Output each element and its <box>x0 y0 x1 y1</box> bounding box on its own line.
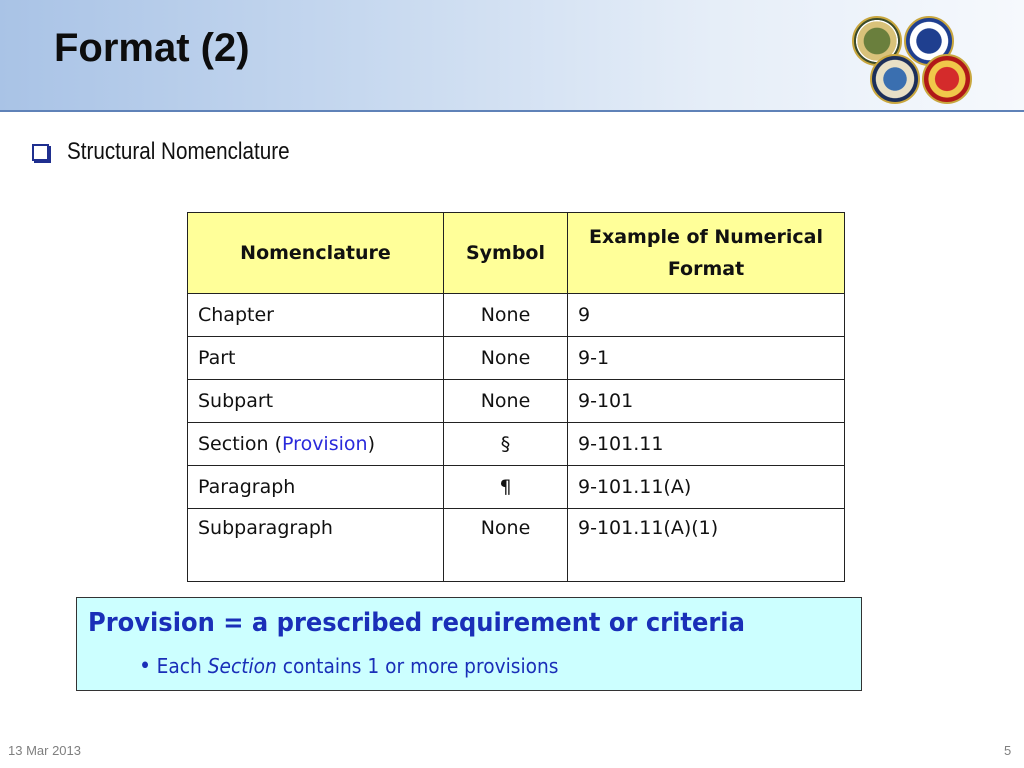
table-row <box>188 294 845 337</box>
cell-symbol: § <box>444 423 568 466</box>
slide-number: 5 <box>1004 743 1012 758</box>
provision-callout <box>76 597 862 691</box>
cell-example: 9-101 <box>568 380 845 423</box>
checkbox-bullet-icon <box>32 144 49 161</box>
header-symbol: Symbol <box>444 213 568 294</box>
cell-example: 9-101.11(A) <box>568 466 845 509</box>
provision-link[interactable]: Provision <box>282 433 368 455</box>
cell-symbol: None <box>444 380 568 423</box>
bullet-dot-icon: • <box>139 654 152 679</box>
cell-example: 9-101.11 <box>568 423 845 466</box>
table-header-row <box>188 213 845 294</box>
cell-symbol: None <box>444 509 568 582</box>
cell-symbol: ¶ <box>444 466 568 509</box>
table-row <box>188 380 845 423</box>
cell-example: 9-101.11(A)(1) <box>568 509 845 582</box>
cell-nomenclature: Subparagraph <box>188 509 444 582</box>
sub-suffix: contains 1 or more provisions <box>276 654 559 678</box>
callout-heading: Provision = a prescribed requirement or criteria <box>88 608 745 638</box>
section-suffix: ) <box>367 433 375 455</box>
callout-subbullet <box>139 654 559 679</box>
cell-nomenclature: Part <box>188 337 444 380</box>
navy-seal-icon <box>870 54 920 104</box>
title-banner <box>0 0 1024 112</box>
cell-symbol: None <box>444 294 568 337</box>
table-row <box>188 509 845 582</box>
table-row <box>188 337 845 380</box>
cell-symbol: None <box>444 337 568 380</box>
nomenclature-table <box>187 212 845 582</box>
sub-italic: Section <box>207 654 277 678</box>
cell-example: 9-1 <box>568 337 845 380</box>
bullet-structural-nomenclature <box>32 138 326 166</box>
cell-nomenclature: Subpart <box>188 380 444 423</box>
header-nomenclature: Nomenclature <box>188 213 444 294</box>
table-row <box>188 423 845 466</box>
section-prefix: Section ( <box>198 433 283 455</box>
marine-corps-seal-icon <box>922 54 972 104</box>
cell-nomenclature: Chapter <box>188 294 444 337</box>
footer-date: 13 Mar 2013 <box>8 743 81 758</box>
bullet-text: Structural Nomenclature <box>67 138 290 165</box>
cell-nomenclature <box>188 423 444 466</box>
sub-prefix: Each <box>156 654 208 678</box>
header-example: Example of Numerical Format <box>568 213 845 294</box>
military-seals <box>850 14 978 106</box>
cell-nomenclature: Paragraph <box>188 466 444 509</box>
slide-title: Format (2) <box>54 26 250 70</box>
cell-example: 9 <box>568 294 845 337</box>
table-row <box>188 466 845 509</box>
